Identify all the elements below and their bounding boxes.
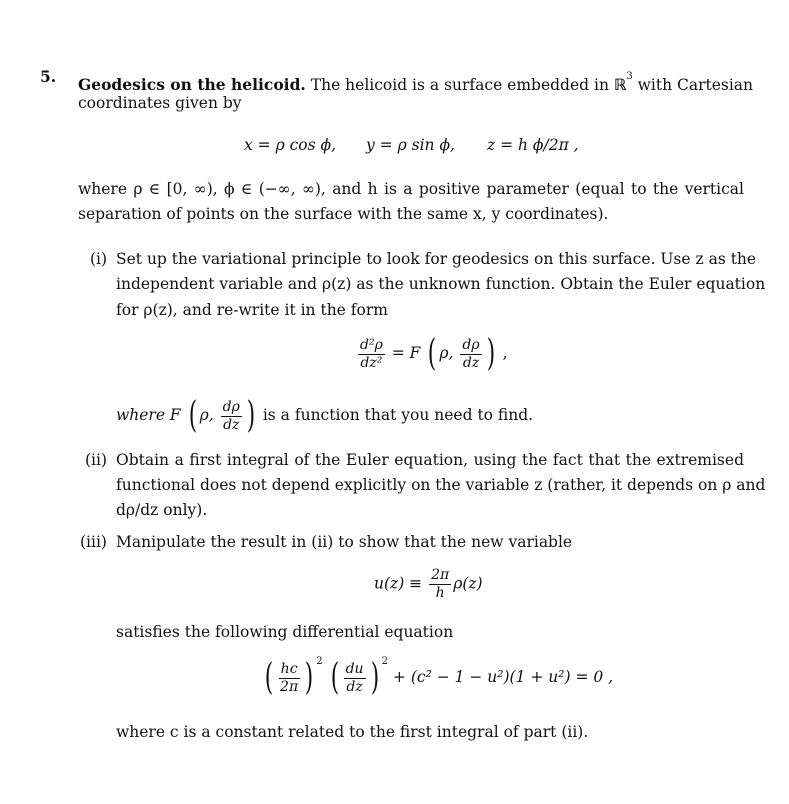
right-paren: )	[370, 657, 379, 698]
F-argument-rho: ρ,	[199, 406, 214, 424]
part-iii-label: (iii)	[80, 533, 107, 551]
fraction-denominator: dz	[223, 416, 240, 433]
equation-x: x = ρ cos ϕ,	[244, 136, 337, 154]
left-paren: (	[428, 333, 437, 374]
fraction-denominator: dz	[462, 354, 480, 371]
first-derivative-fraction	[221, 399, 242, 434]
part-ii-line3: dρ/dz only).	[116, 501, 208, 519]
du-dz-fraction	[344, 661, 366, 696]
fraction-denominator: dz²	[360, 354, 383, 371]
fraction-denominator: 2π	[280, 678, 299, 695]
right-paren: )	[304, 657, 314, 698]
where-F-tail: is a function that you need to find.	[262, 406, 534, 424]
u-lhs: u(z) ≡	[374, 574, 423, 593]
equation-tail: + (c² − 1 − u²)(1 + u²) = 0 ,	[392, 668, 614, 686]
where-line1: where ρ ∈ [0, ∞), ϕ ∈ (−∞, ∞), and h is a positive parameter (equal to the vertical	[78, 180, 744, 198]
where-F-text: where F	[116, 406, 181, 424]
part-ii-line1: Obtain a first integral of the Euler equation, using the fact that the extremised	[116, 451, 744, 469]
problem-number: 5.	[40, 67, 57, 86]
equals-F: = F	[391, 344, 421, 362]
reals-symbol: ℝ	[613, 76, 627, 94]
right-paren: )	[486, 333, 495, 374]
part-iii-line1: Manipulate the result in (ii) to show that the new variable	[116, 533, 573, 551]
equation-y: y = ρ sin ϕ,	[366, 136, 455, 154]
fraction-numerator: 2π	[431, 567, 450, 583]
fraction-numerator: dρ	[222, 398, 240, 415]
first-derivative-fraction	[460, 337, 481, 372]
differential-equation	[262, 656, 613, 696]
equation-z: z = h ϕ/2π ,	[487, 136, 579, 154]
u-definition	[374, 567, 483, 602]
u-scale-fraction	[429, 567, 451, 602]
exponent: 2	[381, 656, 388, 667]
part-iii-line2: satisfies the following differential equation	[116, 623, 454, 641]
fraction-denominator: h	[435, 585, 445, 601]
u-rhs: ρ(z)	[453, 574, 483, 593]
fraction-denominator: dz	[346, 678, 363, 695]
reals-exponent: 3	[626, 71, 633, 82]
left-paren: (	[264, 657, 274, 698]
part-i-label: (i)	[90, 250, 108, 268]
fraction-numerator: hc	[280, 660, 298, 677]
where-line2: separation of points on the surface with the same x, y coordinates).	[78, 205, 609, 223]
part-i-line1: Set up the variational principle to look for geodesics on this surface. Use z as the	[116, 250, 757, 268]
F-argument-rho: ρ,	[439, 344, 454, 362]
part-ii-line2: functional does not depend explicitly on the variable z (rather, it depends on ρ and	[116, 476, 766, 494]
left-paren: (	[330, 657, 339, 698]
part-i-line3: for ρ(z), and re-write it in the form	[116, 301, 388, 319]
problem-intro-line1	[78, 67, 754, 95]
intro-tail: with Cartesian	[637, 76, 754, 94]
part-iii-line3: where c is a constant related to the first integral of part (ii).	[116, 723, 589, 741]
problem-title: Geodesics on the helicoid.	[78, 75, 306, 94]
euler-equation	[356, 333, 508, 374]
second-derivative-fraction	[358, 337, 385, 372]
fraction-numerator: d²ρ	[360, 336, 383, 353]
problem-intro-line2: coordinates given by	[78, 94, 242, 112]
intro-text: The helicoid is a surface embedded in	[310, 76, 609, 94]
part-ii-label: (ii)	[85, 451, 108, 469]
equation-comma: ,	[502, 344, 508, 362]
fraction-numerator: du	[345, 660, 364, 677]
exponent: 2	[316, 656, 323, 667]
part-i-line2: independent variable and ρ(z) as the unknown function. Obtain the Euler equation	[116, 275, 766, 293]
left-paren: (	[188, 395, 197, 436]
right-paren: )	[246, 395, 256, 436]
where-F-line	[116, 395, 534, 436]
fraction-numerator: dρ	[462, 336, 480, 353]
hc-over-2pi-fraction	[278, 661, 300, 696]
